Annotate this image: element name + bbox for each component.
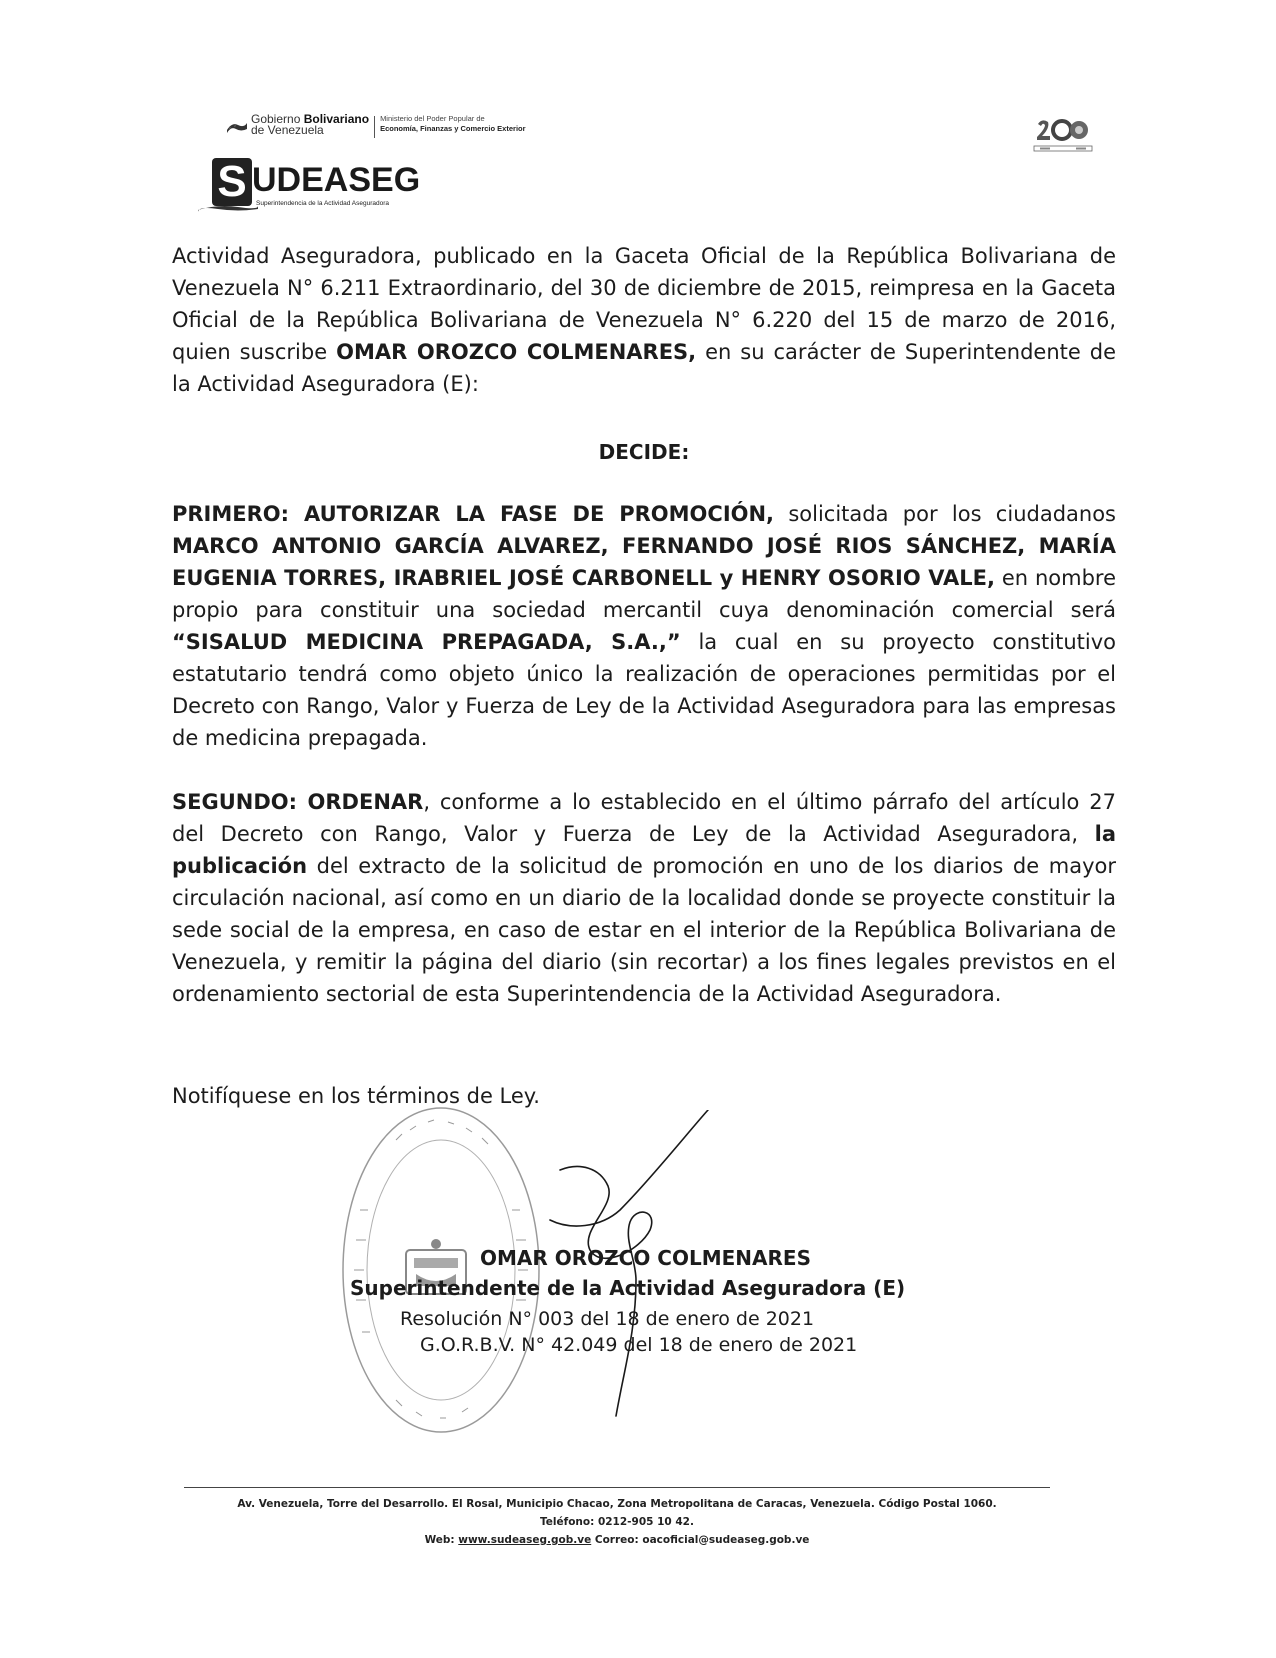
segundo-bold: la publicación: [172, 822, 1116, 878]
intro-text-1: Actividad Aseguradora, publicado en la Gaceta Oficial de la República Bolivariana de Venezuela N° 6.211 Extraordinario, del 30 de diciembre de 2015, reimpresa en la Gaceta Oficial de la República Bolivariana de Venezuela N° 6.220 del 15 de marzo de 2016, quien suscribe: [172, 244, 1116, 364]
company-name: “SISALUD MEDICINA PREPAGADA, S.A.,”: [172, 630, 681, 654]
primero-text-3: la cual en su proyecto constitutivo estatutario tendrá como objeto único la realización de operaciones permitidas por el Decreto con Rango, Valor y Fuerza de Ley de la Actividad Aseguradora para las empresas de medicina prepagada.: [172, 630, 1116, 750]
footer-divider: [184, 1487, 1050, 1488]
logo-initial: S: [212, 158, 252, 206]
government-header: [226, 114, 526, 144]
primero-text-2: en nombre propio para constituir una sociedad mercantil cuya denominación comercial será: [172, 566, 1116, 622]
resolution-reference: Resolución N° 003 del 18 de enero de 2021: [400, 1308, 815, 1330]
segundo-paragraph: [172, 786, 1116, 1010]
signer-name-inline: OMAR OROZCO COLMENARES,: [336, 340, 697, 364]
segundo-lead: SEGUNDO: ORDENAR: [172, 790, 424, 814]
intro-paragraph: [172, 240, 1116, 400]
logo-swoosh-icon: [198, 204, 258, 212]
email-contact: Correo: oacoficial@sudeaseg.gob.ve: [591, 1534, 810, 1546]
primero-lead: PRIMERO: AUTORIZAR LA FASE DE PROMOCIÓN,: [172, 502, 775, 526]
notify-line: Notifíquese en los términos de Ley.: [172, 1084, 540, 1108]
anniversary-emblem-icon: [1032, 114, 1094, 156]
footer: [184, 1495, 1050, 1549]
venezuela-flag-icon: [226, 120, 248, 134]
intro-text-2: en su carácter de Superintendente de la Actividad Aseguradora (E):: [172, 340, 1116, 396]
logo-subtitle: Superintendencia de la Actividad Aseguradora: [256, 200, 389, 207]
ministry-line-2: Economía, Finanzas y Comercio Exterior: [380, 124, 526, 133]
footer-contact: [184, 1531, 1050, 1549]
logo-word: UDEASEG: [252, 161, 421, 199]
gov-bold: Bolivariano: [303, 112, 370, 126]
gov-prefix: Gobierno: [251, 112, 304, 126]
ministry-line-1: Ministerio del Poder Popular de: [380, 114, 485, 123]
primero-text-1: solicitada por los ciudadanos: [774, 502, 1116, 526]
segundo-text-1: , conforme a lo establecido en el último párrafo del artículo 27 del Decreto con Rango, Valor y Fuerza de Ley de la Actividad Aseguradora,: [172, 790, 1116, 846]
signer-name: OMAR OROZCO COLMENARES: [480, 1246, 811, 1270]
segundo-text-2: del extracto de la solicitud de promoción en uno de los diarios de mayor circulación nacional, así como en un diario de la localidad donde se proyecte constituir la sede social de la empresa, en caso de estar en el interior de la República Bolivariana de Venezuela, y remitir la página del diario (sin recortar) a los fines legales previstos en el ordenamiento sectorial de esta Superintendencia de la Actividad Aseguradora.: [172, 854, 1116, 1006]
gov-country: de Venezuela: [251, 123, 324, 137]
footer-phone: Teléfono: 0212-905 10 42.: [540, 1516, 694, 1528]
footer-address: Av. Venezuela, Torre del Desarrollo. El Rosal, Municipio Chacao, Zona Metropolitana de Caracas, Venezuela. Código Postal 1060.: [237, 1498, 997, 1510]
ministry-name: [380, 114, 525, 134]
applicant-names: MARCO ANTONIO GARCÍA ALVAREZ, FERNANDO JOSÉ RIOS SÁNCHEZ, MARÍA EUGENIA TORRES, IRABRIEL JOSÉ CARBONELL y HENRY OSORIO VALE,: [172, 534, 1116, 590]
web-label: Web:: [424, 1534, 459, 1546]
header-divider: [374, 116, 375, 138]
primero-paragraph: [172, 498, 1116, 754]
website-link[interactable]: www.sudeaseg.gob.ve: [458, 1534, 592, 1546]
gazette-reference: G.O.R.B.V. N° 42.049 del 18 de enero de 2021: [420, 1334, 858, 1356]
government-name: [251, 114, 369, 136]
sudeaseg-logo: [198, 158, 438, 216]
decide-heading: DECIDE:: [598, 440, 690, 464]
signer-title: Superintendente de la Actividad Aseguradora (E): [350, 1276, 906, 1300]
official-seal-icon: [336, 1100, 546, 1440]
